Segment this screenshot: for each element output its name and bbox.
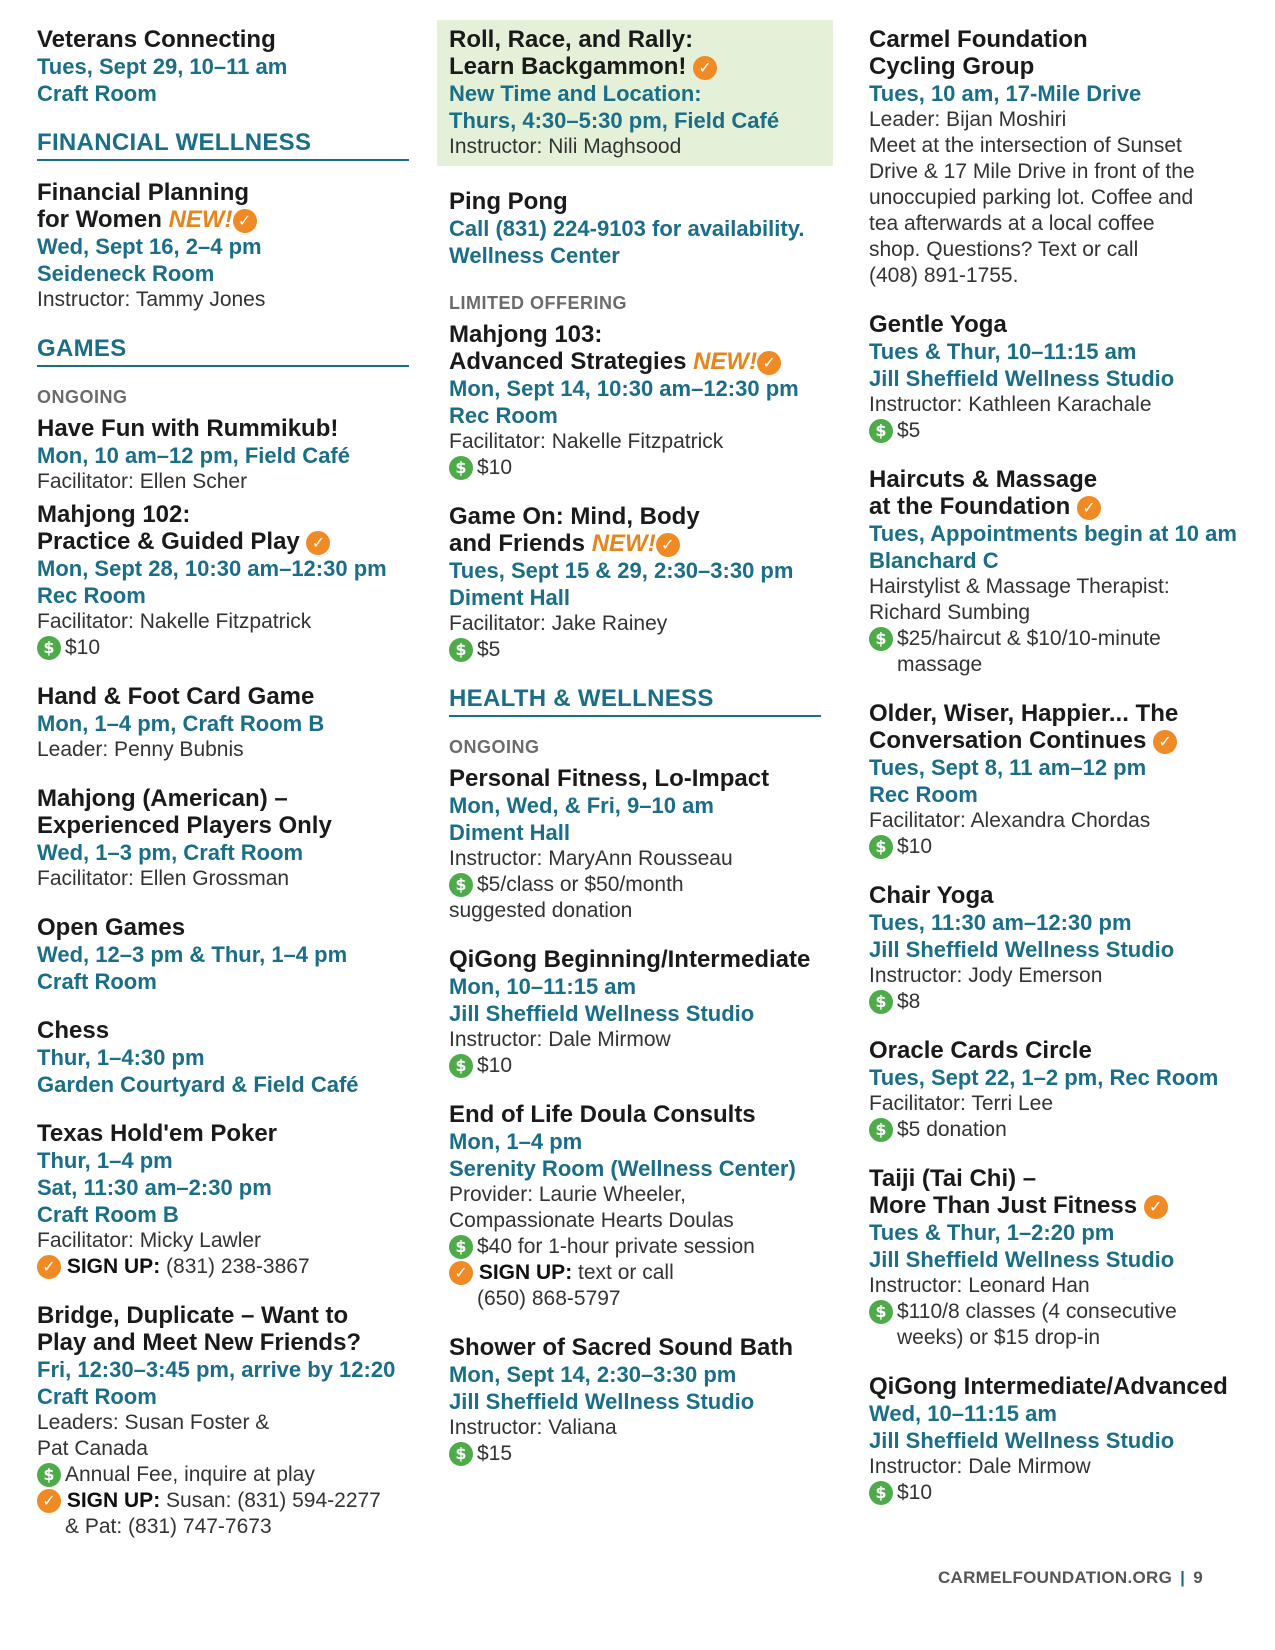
signup-phone: (650) 868-5797 xyxy=(477,1287,621,1310)
footer-separator: | xyxy=(1180,1568,1186,1587)
event-time: Tues, Sept 8, 11 am–12 pm xyxy=(869,755,1147,780)
dollar-icon: $ xyxy=(869,1118,893,1142)
event-title: QiGong Intermediate/Advanced xyxy=(869,1373,1228,1400)
signup-phone: & Pat: (831) 747-7673 xyxy=(65,1515,272,1538)
event-title: Veterans Connecting xyxy=(37,26,276,53)
event-sound-bath xyxy=(449,1334,821,1467)
event-title: Shower of Sacred Sound Bath xyxy=(449,1334,794,1361)
event-location: Craft Room xyxy=(37,969,157,994)
event-haircuts-massage xyxy=(869,466,1259,678)
event-location: Serenity Room (Wellness Center) xyxy=(449,1156,796,1181)
event-fee: $40 for 1-hour private session xyxy=(477,1235,755,1258)
check-icon: ✓ xyxy=(37,1489,61,1513)
event-time: Mon, 10–11:15 am xyxy=(449,974,637,999)
event-fee: massage xyxy=(897,653,983,676)
event-provider: Hairstylist & Massage Therapist: xyxy=(869,575,1170,598)
event-title: Oracle Cards Circle xyxy=(869,1037,1092,1064)
event-time: Wed, 12–3 pm & Thur, 1–4 pm xyxy=(37,942,348,967)
event-facilitator: Facilitator: Ellen Grossman xyxy=(37,867,290,890)
event-title: More Than Just Fitness xyxy=(869,1192,1138,1219)
event-older-wiser xyxy=(869,700,1259,860)
check-icon: ✓ xyxy=(449,1261,473,1285)
event-time: Tues, 10 am, 17-Mile Drive xyxy=(869,81,1142,106)
event-facilitator: Facilitator: Jake Rainey xyxy=(449,612,668,635)
event-title: Hand & Foot Card Game xyxy=(37,683,315,710)
event-title: Chess xyxy=(37,1017,110,1044)
event-time: Mon, Sept 14, 10:30 am–12:30 pm xyxy=(449,376,799,401)
event-location: Craft Room xyxy=(37,1384,157,1409)
new-badge: NEW! xyxy=(168,206,233,233)
event-location: Craft Room B xyxy=(37,1202,179,1227)
event-instructor: Instructor: Tammy Jones xyxy=(37,288,266,311)
event-time: Wed, 1–3 pm, Craft Room xyxy=(37,840,304,865)
check-icon: ✓ xyxy=(1077,496,1101,520)
event-instructor: Instructor: MaryAnn Rousseau xyxy=(449,847,733,870)
event-ping-pong xyxy=(449,188,821,269)
event-time: Mon, Wed, & Fri, 9–10 am xyxy=(449,793,714,818)
event-title: Conversation Continues xyxy=(869,727,1147,754)
event-veterans-connecting xyxy=(37,26,409,107)
check-icon: ✓ xyxy=(306,531,330,555)
event-oracle-cards xyxy=(869,1037,1259,1143)
event-fee: $25/haircut & $10/10-minute xyxy=(897,627,1161,650)
event-title: Bridge, Duplicate – Want to xyxy=(37,1302,349,1329)
event-fee: Annual Fee, inquire at play xyxy=(65,1463,315,1486)
event-location: Craft Room xyxy=(37,81,157,106)
footer-site-link[interactable]: CARMELFOUNDATION.ORG xyxy=(937,1568,1173,1587)
event-taiji xyxy=(869,1165,1259,1351)
event-cycling-group xyxy=(869,26,1259,289)
event-description: Drive & 17 Mile Drive in front of the xyxy=(869,160,1195,183)
section-heading-financial-wellness: FINANCIAL WELLNESS xyxy=(37,129,409,161)
event-fee: suggested donation xyxy=(449,899,633,922)
event-time: Tues, Appointments begin at 10 am xyxy=(869,521,1237,546)
event-title: Have Fun with Rummikub! xyxy=(37,415,339,442)
event-instructor: Instructor: Kathleen Karachale xyxy=(869,393,1152,416)
event-qigong-intermediate xyxy=(869,1373,1259,1506)
event-qigong-beginning xyxy=(449,946,821,1079)
column-2 xyxy=(449,26,821,1489)
event-title: Haircuts & Massage xyxy=(869,466,1098,493)
event-backgammon xyxy=(437,20,833,166)
event-title: Taiji (Tai Chi) – xyxy=(869,1165,1037,1192)
event-time: Wed, Sept 16, 2–4 pm xyxy=(37,234,262,259)
event-title: Experienced Players Only xyxy=(37,812,332,839)
event-time: Wed, 10–11:15 am xyxy=(869,1401,1057,1426)
event-facilitator: Facilitator: Terri Lee xyxy=(869,1092,1054,1115)
event-location: Diment Hall xyxy=(449,585,571,610)
event-facilitator: Facilitator: Alexandra Chordas xyxy=(869,809,1151,832)
event-fee: $15 xyxy=(477,1442,513,1465)
new-badge: NEW! xyxy=(591,530,656,557)
check-icon: ✓ xyxy=(1153,730,1177,754)
event-time: Mon, 1–4 pm, Craft Room B xyxy=(37,711,325,736)
event-location: Blanchard C xyxy=(869,548,999,573)
event-title: Mahjong (American) – xyxy=(37,785,288,812)
page-number: 9 xyxy=(1193,1568,1203,1587)
event-title: Ping Pong xyxy=(449,188,568,215)
event-location: Jill Sheffield Wellness Studio xyxy=(869,937,1175,962)
event-provider: Compassionate Hearts Doulas xyxy=(449,1209,734,1232)
event-fee: $10 xyxy=(65,636,101,659)
event-location: Rec Room xyxy=(37,583,146,608)
dollar-icon: $ xyxy=(449,1442,473,1466)
event-time: Tues, 11:30 am–12:30 pm xyxy=(869,910,1132,935)
event-description: unoccupied parking lot. Coffee and xyxy=(869,186,1194,209)
event-title: Mahjong 102: xyxy=(37,501,191,528)
event-time: Tues, Sept 22, 1–2 pm, Rec Room xyxy=(869,1065,1219,1090)
signup-label: SIGN UP: xyxy=(66,1489,161,1512)
event-title: and Friends xyxy=(449,530,586,557)
event-title: Mahjong 103: xyxy=(449,321,603,348)
event-instructor: Instructor: Jody Emerson xyxy=(869,964,1103,987)
event-title: Texas Hold'em Poker xyxy=(37,1120,278,1147)
signup-phone: Susan: (831) 594-2277 xyxy=(166,1489,381,1512)
event-mahjong-american xyxy=(37,785,409,892)
event-title: QiGong Beginning/Intermediate xyxy=(449,946,811,973)
section-heading-health-wellness: HEALTH & WELLNESS xyxy=(449,685,821,717)
signup-label: SIGN UP: xyxy=(478,1261,573,1284)
event-time: Mon, Sept 28, 10:30 am–12:30 pm xyxy=(37,556,387,581)
event-mahjong-102 xyxy=(37,501,409,661)
signup-label: SIGN UP: xyxy=(66,1255,161,1278)
event-fee: $10 xyxy=(477,456,513,479)
event-instructor: Instructor: Nili Maghsood xyxy=(449,135,682,158)
event-leader: Leader: Bijan Moshiri xyxy=(869,108,1067,131)
check-icon: ✓ xyxy=(1144,1195,1168,1219)
event-fee: $110/8 classes (4 consecutive xyxy=(897,1300,1177,1323)
event-title: End of Life Doula Consults xyxy=(449,1101,756,1128)
dollar-icon: $ xyxy=(869,835,893,859)
event-fee: weeks) or $15 drop-in xyxy=(897,1326,1101,1349)
section-heading-games: GAMES xyxy=(37,335,409,367)
event-title: Open Games xyxy=(37,914,186,941)
event-time: Tues & Thur, 1–2:20 pm xyxy=(869,1220,1115,1245)
event-facilitator: Facilitator: Nakelle Fitzpatrick xyxy=(449,430,724,453)
event-instructor: Instructor: Dale Mirmow xyxy=(869,1455,1091,1478)
event-title: Financial Planning xyxy=(37,179,250,206)
event-leaders: Leaders: Susan Foster & xyxy=(37,1411,270,1434)
signup-text: text or call xyxy=(578,1261,674,1284)
event-title: Gentle Yoga xyxy=(869,311,1007,338)
event-location: Seideneck Room xyxy=(37,261,215,286)
dollar-icon: $ xyxy=(869,1300,893,1324)
event-time: Tues, Sept 15 & 29, 2:30–3:30 pm xyxy=(449,558,794,583)
event-leaders: Pat Canada xyxy=(37,1437,148,1460)
event-time: Thur, 1–4 pm xyxy=(37,1148,173,1173)
event-bridge xyxy=(37,1302,409,1540)
dollar-icon: $ xyxy=(869,990,893,1014)
check-icon: ✓ xyxy=(693,56,717,80)
event-title: Practice & Guided Play xyxy=(37,528,300,555)
event-description: tea afterwards at a local coffee xyxy=(869,212,1155,235)
check-icon: ✓ xyxy=(37,1255,61,1279)
event-time: Mon, 10 am–12 pm, Field Café xyxy=(37,443,350,468)
event-location: Rec Room xyxy=(449,403,558,428)
event-fee: $5 xyxy=(897,419,921,442)
event-chess xyxy=(37,1017,409,1098)
event-personal-fitness xyxy=(449,765,821,924)
dollar-icon: $ xyxy=(449,873,473,897)
event-provider: Richard Sumbing xyxy=(869,601,1031,624)
event-note: New Time and Location: xyxy=(449,81,702,106)
event-title: Learn Backgammon! xyxy=(449,53,687,80)
event-financial-planning xyxy=(37,179,409,313)
event-fee: $8 xyxy=(897,990,921,1013)
dollar-icon: $ xyxy=(449,1235,473,1259)
event-fee: $10 xyxy=(477,1054,513,1077)
page-footer xyxy=(938,1568,1203,1588)
event-mahjong-103 xyxy=(449,321,821,481)
event-title: Carmel Foundation xyxy=(869,26,1088,53)
event-title: at the Foundation xyxy=(869,493,1071,520)
event-location: Rec Room xyxy=(869,782,978,807)
event-fee: $5 donation xyxy=(897,1118,1007,1141)
event-call: Call (831) 224-9103 for availability. xyxy=(449,216,805,241)
dollar-icon: $ xyxy=(37,1463,61,1487)
event-rummikub xyxy=(37,415,409,495)
dollar-icon: $ xyxy=(449,456,473,480)
event-chair-yoga xyxy=(869,882,1259,1015)
event-instructor: Instructor: Leonard Han xyxy=(869,1274,1090,1297)
event-title: Cycling Group xyxy=(869,53,1035,80)
event-title: Older, Wiser, Happier... The xyxy=(869,700,1179,727)
check-icon: ✓ xyxy=(757,351,781,375)
event-location: Jill Sheffield Wellness Studio xyxy=(449,1001,755,1026)
event-title: Game On: Mind, Body xyxy=(449,503,700,530)
event-fee: $10 xyxy=(897,835,933,858)
check-icon: ✓ xyxy=(656,533,680,557)
event-game-on xyxy=(449,503,821,663)
event-fee: $5 xyxy=(477,638,501,661)
event-title: Chair Yoga xyxy=(869,882,994,909)
event-location: Jill Sheffield Wellness Studio xyxy=(869,1428,1175,1453)
event-fee: $5/class or $50/month xyxy=(477,873,684,896)
event-time: Thur, 1–4:30 pm xyxy=(37,1045,205,1070)
event-gentle-yoga xyxy=(869,311,1259,444)
event-description: (408) 891-1755. xyxy=(869,264,1019,287)
event-fee: $10 xyxy=(897,1481,933,1504)
check-icon: ✓ xyxy=(233,209,257,233)
event-instructor: Instructor: Valiana xyxy=(449,1416,617,1439)
column-3 xyxy=(869,26,1259,1528)
event-open-games xyxy=(37,914,409,995)
event-time: Thurs, 4:30–5:30 pm, Field Café xyxy=(449,108,780,133)
new-badge: NEW! xyxy=(693,348,758,375)
event-location: Garden Courtyard & Field Café xyxy=(37,1072,359,1097)
event-location: Wellness Center xyxy=(449,243,620,268)
event-time: Mon, 1–4 pm xyxy=(449,1129,583,1154)
event-title: Advanced Strategies xyxy=(449,348,687,375)
event-facilitator: Facilitator: Ellen Scher xyxy=(37,470,248,493)
event-time: Tues, Sept 29, 10–11 am xyxy=(37,54,288,79)
event-title: Play and Meet New Friends? xyxy=(37,1329,362,1356)
event-instructor: Instructor: Dale Mirmow xyxy=(449,1028,671,1051)
event-location: Jill Sheffield Wellness Studio xyxy=(869,366,1175,391)
event-facilitator: Facilitator: Nakelle Fitzpatrick xyxy=(37,610,312,633)
event-facilitator: Facilitator: Micky Lawler xyxy=(37,1229,262,1252)
event-title: Personal Fitness, Lo-Impact xyxy=(449,765,770,792)
subheading-ongoing: ONGOING xyxy=(37,387,128,407)
event-description: shop. Questions? Text or call xyxy=(869,238,1139,261)
dollar-icon: $ xyxy=(869,627,893,651)
dollar-icon: $ xyxy=(449,638,473,662)
event-time: Sat, 11:30 am–2:30 pm xyxy=(37,1175,272,1200)
event-description: Meet at the intersection of Sunset xyxy=(869,134,1182,157)
column-1 xyxy=(37,26,409,1562)
event-doula xyxy=(449,1101,821,1312)
signup-phone: (831) 238-3867 xyxy=(166,1255,310,1278)
event-leader: Leader: Penny Bubnis xyxy=(37,738,244,761)
event-time: Mon, Sept 14, 2:30–3:30 pm xyxy=(449,1362,737,1387)
dollar-icon: $ xyxy=(869,1481,893,1505)
subheading-ongoing: ONGOING xyxy=(449,737,540,757)
event-provider: Provider: Laurie Wheeler, xyxy=(449,1183,686,1206)
event-poker xyxy=(37,1120,409,1280)
dollar-icon: $ xyxy=(37,636,61,660)
dollar-icon: $ xyxy=(869,419,893,443)
event-location: Jill Sheffield Wellness Studio xyxy=(449,1389,755,1414)
event-time: Tues & Thur, 10–11:15 am xyxy=(869,339,1137,364)
dollar-icon: $ xyxy=(449,1054,473,1078)
subheading-limited-offering: LIMITED OFFERING xyxy=(449,293,627,313)
event-title: for Women xyxy=(37,206,162,233)
event-location: Jill Sheffield Wellness Studio xyxy=(869,1247,1175,1272)
event-time: Fri, 12:30–3:45 pm, arrive by 12:20 xyxy=(37,1357,396,1382)
event-title: Roll, Race, and Rally: xyxy=(449,26,694,53)
event-hand-foot xyxy=(37,683,409,763)
event-location: Diment Hall xyxy=(449,820,571,845)
